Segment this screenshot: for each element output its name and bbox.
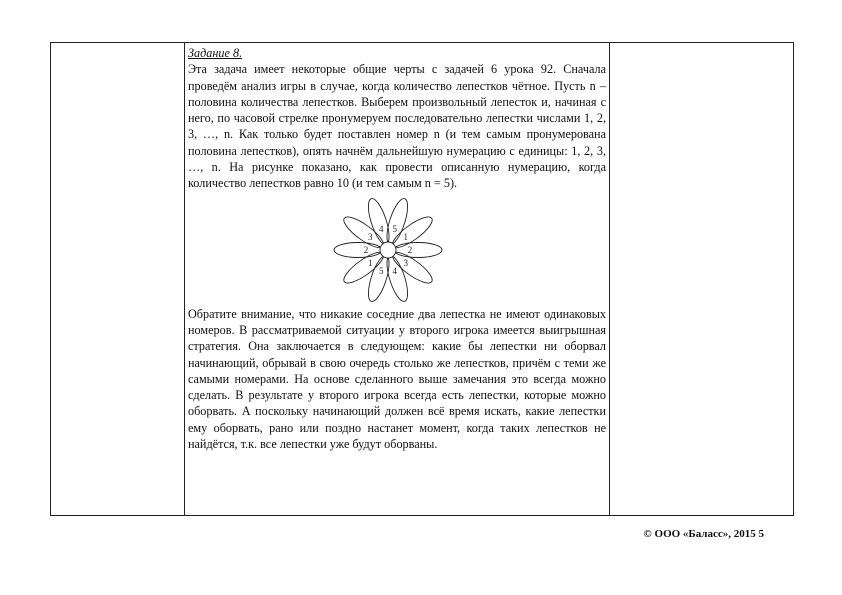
- petal-label: 4: [378, 223, 384, 234]
- petal-label: 2: [407, 244, 413, 255]
- task-title: Задание 8.: [188, 46, 243, 60]
- petal: [394, 242, 442, 257]
- petal-label: 4: [392, 265, 398, 276]
- column-divider-right: [609, 43, 610, 515]
- petal-label: 5: [392, 223, 398, 234]
- task-paragraph-1: Эта задача имеет некоторые общие черты с задачей 6 урока 92. Сначала проведём анализ игры в случае, когда количество лепестков чётное. Пусть n – половина количества лепестков. Выберем произвольный лепесток и, начиная с него, по часовой стрелке пронумеруем последовательно лепестки числами 1, 2, 3, …, n. Как только будет поставлен номер n (и тем самым пронумерована половина лепестков), опять начнём дальнейшую нумерацию с единицы: 1, 2, 3, …, n. На рисунке показано, как провести описанную нумерацию, когда количество лепестков равно 10 (и тем самым n = 5).: [188, 62, 606, 191]
- petal: [334, 242, 382, 257]
- petal-label: 3: [367, 231, 373, 242]
- lesson-table: [50, 42, 794, 516]
- flower-center: [380, 242, 396, 258]
- petal-label: 3: [403, 257, 409, 268]
- column-divider-left: [184, 43, 185, 515]
- petal-label: 1: [367, 257, 373, 268]
- task-content: [188, 45, 606, 452]
- task-paragraph-2: Обратите внимание, что никакие соседние два лепестка не имеют одинаковых номеров. В рассматриваемой ситуации у второго игрока имеется выигрышная стратегия. Она заключается в следующем: какие бы лепестки ни оборвал начинающий, обрывай в свою очередь столько же лепестков, причём с теми же самыми номерами. На основе сделанного выше замечания это всегда можно сделать. В результате у второго игрока всегда есть лепестки, которые можно оборвать. А поскольку начинающий должен всё время искать, какие лепестки ему оборвать, рано или поздно настанет момент, когда таких лепестков не найдётся, т.к. все лепестки уже будут оборваны.: [188, 306, 606, 452]
- petal-label: 5: [378, 265, 384, 276]
- petal-label: 2: [363, 244, 369, 255]
- flower-figure: [188, 198, 606, 302]
- flower-diagram: [318, 198, 458, 302]
- footer-copyright: © ООО «Баласс», 2015 5: [643, 528, 764, 540]
- petal-label: 1: [403, 231, 409, 242]
